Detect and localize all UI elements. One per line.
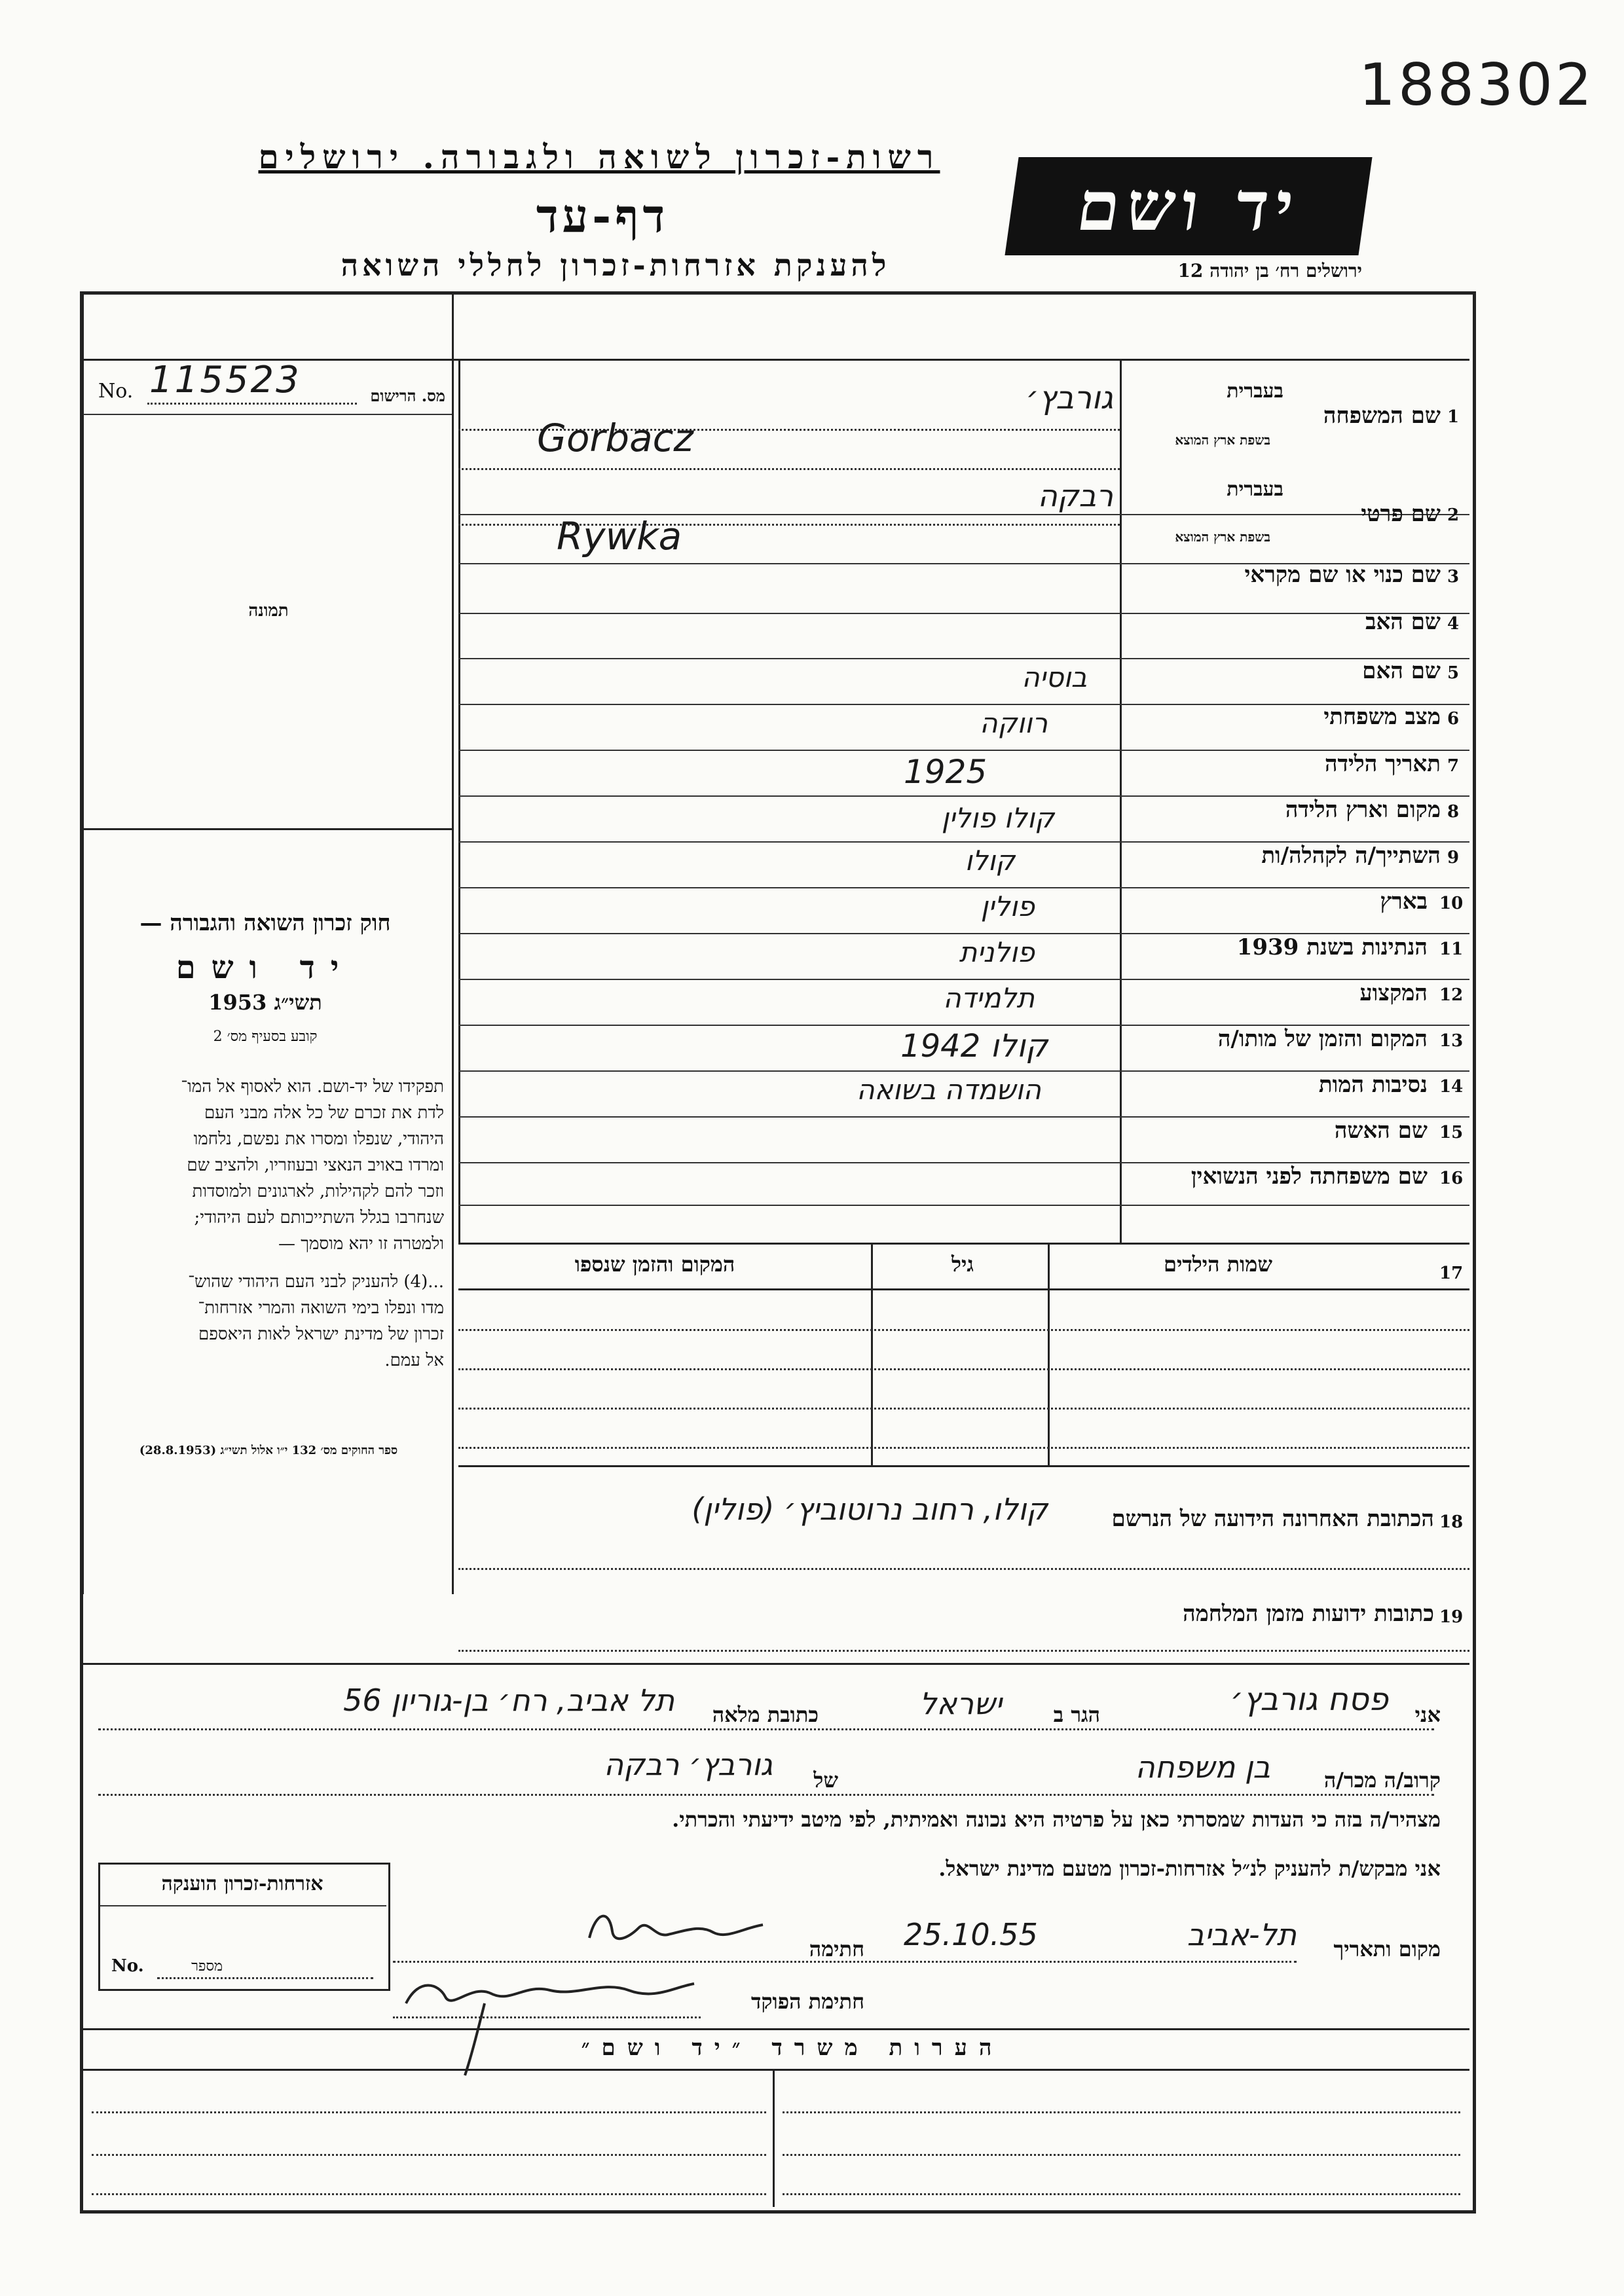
logo-text: יד ושם [1072,166,1306,246]
declaration-request: אני מבקש/ת להעניק לנ״ל אזרחות-זכרון מטעם מדינת ישראל. [938,1856,1441,1881]
children-row-line [458,1368,1469,1370]
signature-scribble-icon [576,1899,773,1958]
children-row-line [458,1447,1469,1449]
place-value[interactable]: תל-אביב [1187,1917,1297,1952]
field-13-number: 13 [1439,1031,1464,1051]
field-15-number: 15 [1439,1123,1464,1142]
law-title: חוק זכרון השואה והגבורה — [139,910,391,936]
field-6-number: 6 [1447,709,1460,729]
officer-signature-scribble-icon [393,1964,707,2082]
children-col-age: גיל [951,1252,974,1277]
law-line: תפקידו של יד-ושם. הוא לאסוף אל המו־ [181,1077,444,1097]
section-divider [83,1663,1469,1665]
law-name: יד ושם [175,949,355,986]
field-7-value[interactable]: 1925 [904,753,987,791]
citizenship-prefix: No. [111,1956,144,1976]
office-notes-line [783,2111,1460,2113]
field-13-label: המקום והזמן של מותו/ה [1217,1026,1428,1052]
declaration-resident-label: הגר ב [1053,1702,1100,1727]
sub-line [458,468,1120,470]
office-notes-col-divider [773,2069,775,2207]
field-19-label: כתובות ידועות מזמן המלחמה [1183,1601,1434,1627]
declarant-signature [576,1899,773,1958]
children-col-divider [871,1243,873,1465]
law-text [90,1074,444,1374]
office-notes-header-line [83,2069,1469,2071]
law-line: ...(4) להעניק לבני העם היהודי שהוש־ [188,1272,444,1292]
children-table-header-line [458,1288,1469,1290]
office-notes-line [92,2111,766,2113]
citizenship-box-title: אזרחות-זכרון הוענקה [161,1872,323,1895]
row-divider [458,1205,1469,1206]
children-table-number: 17 [1439,1264,1464,1283]
field-9-number: 9 [1447,848,1460,867]
field-1-latin-value[interactable]: Gorbacz [537,416,693,460]
office-notes-line [783,2193,1460,2195]
field-11-label: הנתינות בשנת 1939 [1236,934,1428,960]
field-10-value[interactable]: פולין [980,890,1035,922]
office-notes-top [83,2028,1469,2030]
field-3-number: 3 [1447,567,1460,587]
registration-prefix: No. [98,380,134,403]
logo-address: ירושלים רח׳ בן יהודה 12 [1177,260,1362,282]
field-12-number: 12 [1439,985,1464,1005]
field-2-label: שם פרטי [1361,501,1441,527]
declaration-relative-value[interactable]: בן משפחה [1135,1749,1270,1785]
declaration-i-label: אני [1414,1702,1441,1727]
form-title: דף-עד [536,189,669,243]
field-2-number: 2 [1447,505,1460,525]
field-18-label: הכתובת האחרונה הידועה של הנרשם [1111,1506,1434,1532]
office-notes-line [92,2154,766,2156]
children-row-line [458,1329,1469,1331]
field-5-value[interactable]: בוסיה [1022,661,1087,693]
field-9-value[interactable]: קולו [965,845,1015,877]
law-year: תשי״ג 1953 [208,990,322,1015]
field-2-sub-a: בעברית [1227,478,1283,501]
field-2-latin-value[interactable]: Rywka [557,514,682,558]
field-13-value[interactable]: קולו 1942 [900,1028,1048,1065]
declaration-resident-value[interactable]: ישראל [919,1686,1002,1721]
field-value-left-border [458,359,460,1243]
field-11-value[interactable]: פולנית [959,936,1035,968]
divider [83,414,452,415]
field-18-value[interactable]: קולו, רחוב נרוטוביץ׳ (פולין) [692,1491,1048,1527]
children-col-divider [1048,1243,1050,1465]
office-notes-line [783,2154,1460,2156]
field-16-label: שם משפחתה לפני הנשואין [1190,1163,1428,1190]
field-6-value[interactable]: רווקה [980,707,1048,739]
law-line: היהודי, שנפלו ומסרו את נפשם, נלחמו [193,1129,444,1149]
law-line: מדו ונפלו בימי השואה והמרי אזרחות־ [198,1298,444,1318]
children-col-place: המקום והזמן שנספו [574,1252,735,1277]
field-8-label: מקום וארץ הלידה [1285,797,1441,823]
field-8-number: 8 [1447,802,1460,822]
field-7-label: תאריך הלידה [1324,751,1441,777]
citizenship-box-divider [100,1905,386,1906]
field-1-label: שם המשפחה [1323,403,1441,429]
field-3-label: שם כנוי או שם מקראי [1244,562,1441,588]
law-line: זכרון של מדינת ישראל לאות היאספם [198,1324,444,1344]
form-subtitle: להענקת אזרחות-זכרון לחללי השואה [341,247,891,283]
children-table-bottom [458,1465,1469,1467]
registration-line [147,403,357,405]
field-1-hebrew-value[interactable]: גורבץ׳ [1025,380,1113,416]
field-12-label: המקצוע [1359,980,1428,1006]
yad-vashem-logo [1005,157,1372,255]
field-2-hebrew-value[interactable]: רבקה [1037,478,1113,513]
field-5-number: 5 [1447,663,1460,683]
field-1-number: 1 [1447,407,1460,427]
officer-signature-label: חתימת הפוקד [751,1989,864,2014]
office-notes-line [92,2193,766,2195]
field-10-number: 10 [1439,894,1464,913]
declaration-address-value[interactable]: תל אביב, רח׳ בן-גוריון 56 [343,1683,674,1718]
field-14-number: 14 [1439,1077,1464,1097]
field-4-label: שם האב [1365,609,1441,635]
date-value[interactable]: 25.10.55 [904,1917,1038,1952]
photo-label: תמונה [248,601,289,621]
law-line: לדת את זכרם של כל אלה מבני העם [204,1103,444,1123]
field-19-line [458,1650,1469,1652]
field-12-value[interactable]: תלמידה [943,982,1035,1014]
registration-number[interactable]: 115523 [149,359,301,401]
left-column-border [82,291,84,1594]
field-label-column-divider [1120,359,1122,1243]
field-6-label: מצב משפחתי [1323,704,1441,730]
field-7-number: 7 [1447,756,1460,776]
photo-column-divider [452,291,454,1594]
declaration-name[interactable]: פסח גורבץ׳ [1230,1681,1388,1718]
officer-signature-line [393,2016,701,2018]
law-line: שנחרבו בגלל השתייכותם לעם היהודי; [194,1208,444,1228]
field-1-sub-a: בעברית [1227,380,1283,403]
field-2-sub-b: בשפת ארץ המוצא [1175,529,1270,545]
declaration-of-label: של [813,1768,838,1793]
place-date-line [393,1961,1297,1963]
law-line: ומרדו באויב הנאצי ובעוזריו, ולהציב שם [187,1156,444,1175]
citizenship-number-line [157,1977,373,1979]
office-notes-title: הערות משרד ״יד ושם״ [581,2035,1004,2061]
law-clause: קובע בסעיף מס׳ 2 [213,1029,318,1045]
children-row-line [458,1408,1469,1410]
field-4-number: 4 [1447,614,1460,634]
declaration-statement: מצהיר/ה בזה כי העדות שמסרתי כאן על פרטיה היא נכונה ואמיתית, לפי מיטב ידיעתי והכרתי. [672,1807,1441,1832]
declaration-line-2 [98,1794,1434,1796]
photo-area-bottom [83,828,452,830]
field-10-label: בארץ [1380,888,1428,915]
field-19-number: 19 [1439,1607,1464,1627]
citizenship-number-label: מספר [191,1958,223,1975]
field-8-value[interactable]: קולו פולין [941,802,1054,834]
children-col-names: שמות הילדים [1164,1252,1272,1277]
registration-label: מס. הרישום [370,386,445,405]
field-15-label: שם האשה [1334,1118,1428,1144]
law-line: וזכר להם לקהילות, לארגונים ולמוסדות [192,1182,444,1201]
section-divider [458,1243,1469,1245]
field-18-number: 18 [1439,1512,1464,1532]
field-14-label: נסיבות המות [1318,1072,1428,1098]
law-line: ולמטרה זו יהא מוסמך — [278,1234,444,1254]
declaration-relative-label: קרוב/ה מכר/ה [1323,1768,1441,1793]
law-footnote: ספר החוקים מס׳ 132 י״ו אלול תשי״ג (28.8.1953) [139,1444,398,1457]
field-14-value[interactable]: הושמדה בשואה [857,1074,1041,1106]
field-18-line [458,1568,1469,1570]
declaration-line-1 [98,1728,1434,1730]
law-line: אל עמם. [384,1351,444,1370]
officer-signature [393,1964,707,2082]
field-16-number: 16 [1439,1169,1464,1188]
field-5-label: שם האם [1362,658,1441,684]
authority-heading: רשות-זכרון לשואה ולגבורה. ירושלים [258,137,940,176]
declaration-address-label: כתובת מלאה [712,1702,819,1727]
archive-number: 188302 [1359,51,1595,118]
place-date-label: מקום ותאריך [1333,1937,1441,1961]
field-1-sub-b: בשפת ארץ המוצא [1175,432,1270,448]
declaration-of-value[interactable]: גורבץ׳ רבקה [604,1747,773,1782]
field-9-label: השתייך/ה לקהלה/ות [1261,843,1441,869]
signature-label: חתימה [809,1937,864,1961]
field-11-number: 11 [1439,939,1464,959]
